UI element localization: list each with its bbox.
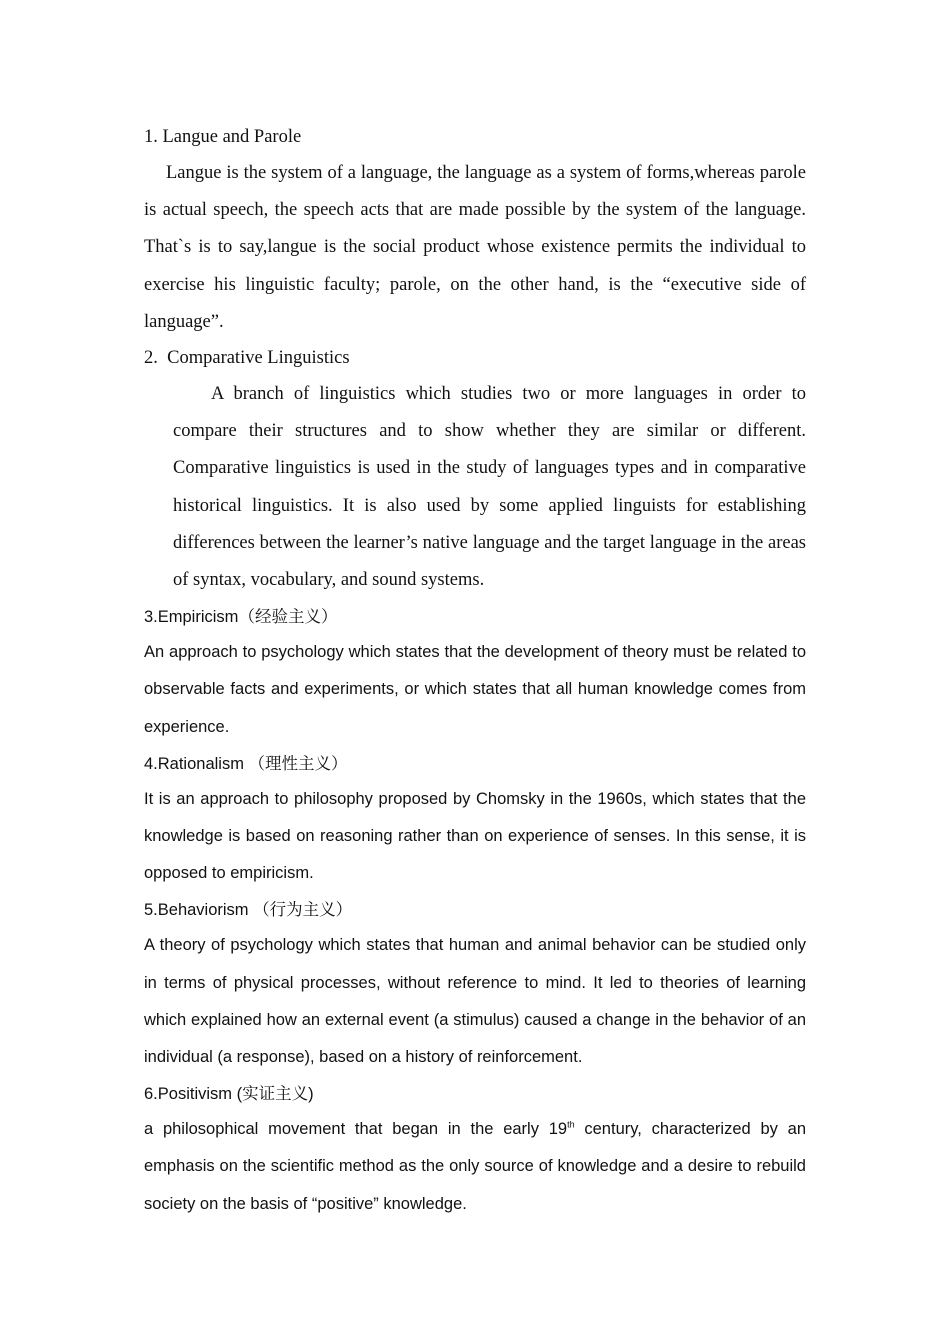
heading-en-empiricism: 3.Empiricism: [144, 608, 239, 627]
section-heading-langue-parole: 1. Langue and Parole: [144, 127, 302, 147]
ordinal-suffix: th: [567, 1119, 575, 1130]
section-body-empiricism: An approach to psychology which states that the development of theory must be related to observable facts and experiments, or which states that all human knowledge comes from experience.: [144, 643, 806, 736]
section-body-rationalism: It is an approach to philosophy proposed by Chomsky in the 1960s, which states that the knowledge is based on reasoning rather than on experience of senses. In this sense, it is opposed to empiricism.: [144, 789, 806, 883]
section-heading-rationalism: [144, 746, 806, 781]
section-body-comparative-linguistics: A branch of linguistics which studies two or more languages in order to compare their structures and to show whether they are similar or different. Comparative linguistics is used in the study of languages types and in comparative historical linguistics. It is also used by some applied linguists for establishing differences between the learner’s native language and the target language in the areas of syntax, vocabulary, and sound systems.: [173, 384, 806, 591]
section-body-behaviorism: A theory of psychology which states that human and animal behavior can be studied only in terms of physical processes, without reference to mind. It led to theories of learning which explained how an external event (a stimulus) caused a change in the behavior of an individual (a response), based on a history of reinforcement.: [144, 936, 806, 1067]
section-body-langue-parole: Langue is the system of a language, the language as a system of forms,whereas parole is actual speech, the speech acts that are made possible by the system of the language. That`s is to say,langue is the social product whose existence permits the individual to exercise his linguistic faculty; parole, on the other hand, is the “executive side of language”.: [144, 163, 806, 332]
section-heading-positivism: [144, 1076, 806, 1111]
heading-cn-behaviorism: （行为主义）: [253, 900, 353, 920]
body-before-positivism: a philosophical movement that began in the early 19: [144, 1120, 568, 1139]
heading-en-rationalism: 4.Rationalism: [144, 754, 249, 773]
heading-cn-rationalism: （理性主义）: [248, 753, 348, 773]
section-heading-comparative-linguistics: 2. Comparative Linguistics: [144, 348, 350, 369]
body-after-positivism: century, characterized by an emphasis on the scientific method as the only source of knowledge and a desire to rebuild society on the basis of “positive” knowledge.: [144, 1120, 806, 1213]
heading-close-positivism: ): [308, 1085, 314, 1104]
heading-en-behaviorism: 5.Behaviorism: [144, 901, 254, 920]
section-body-positivism: [144, 1111, 806, 1223]
section-heading-behaviorism: [144, 892, 806, 927]
heading-en-positivism: 6.Positivism (: [144, 1085, 243, 1104]
document-content: [144, 120, 806, 1223]
heading-cn-positivism: 实证主义: [242, 1084, 309, 1104]
heading-cn-empiricism: （经验主义）: [238, 607, 338, 627]
section-heading-empiricism: [144, 599, 806, 634]
